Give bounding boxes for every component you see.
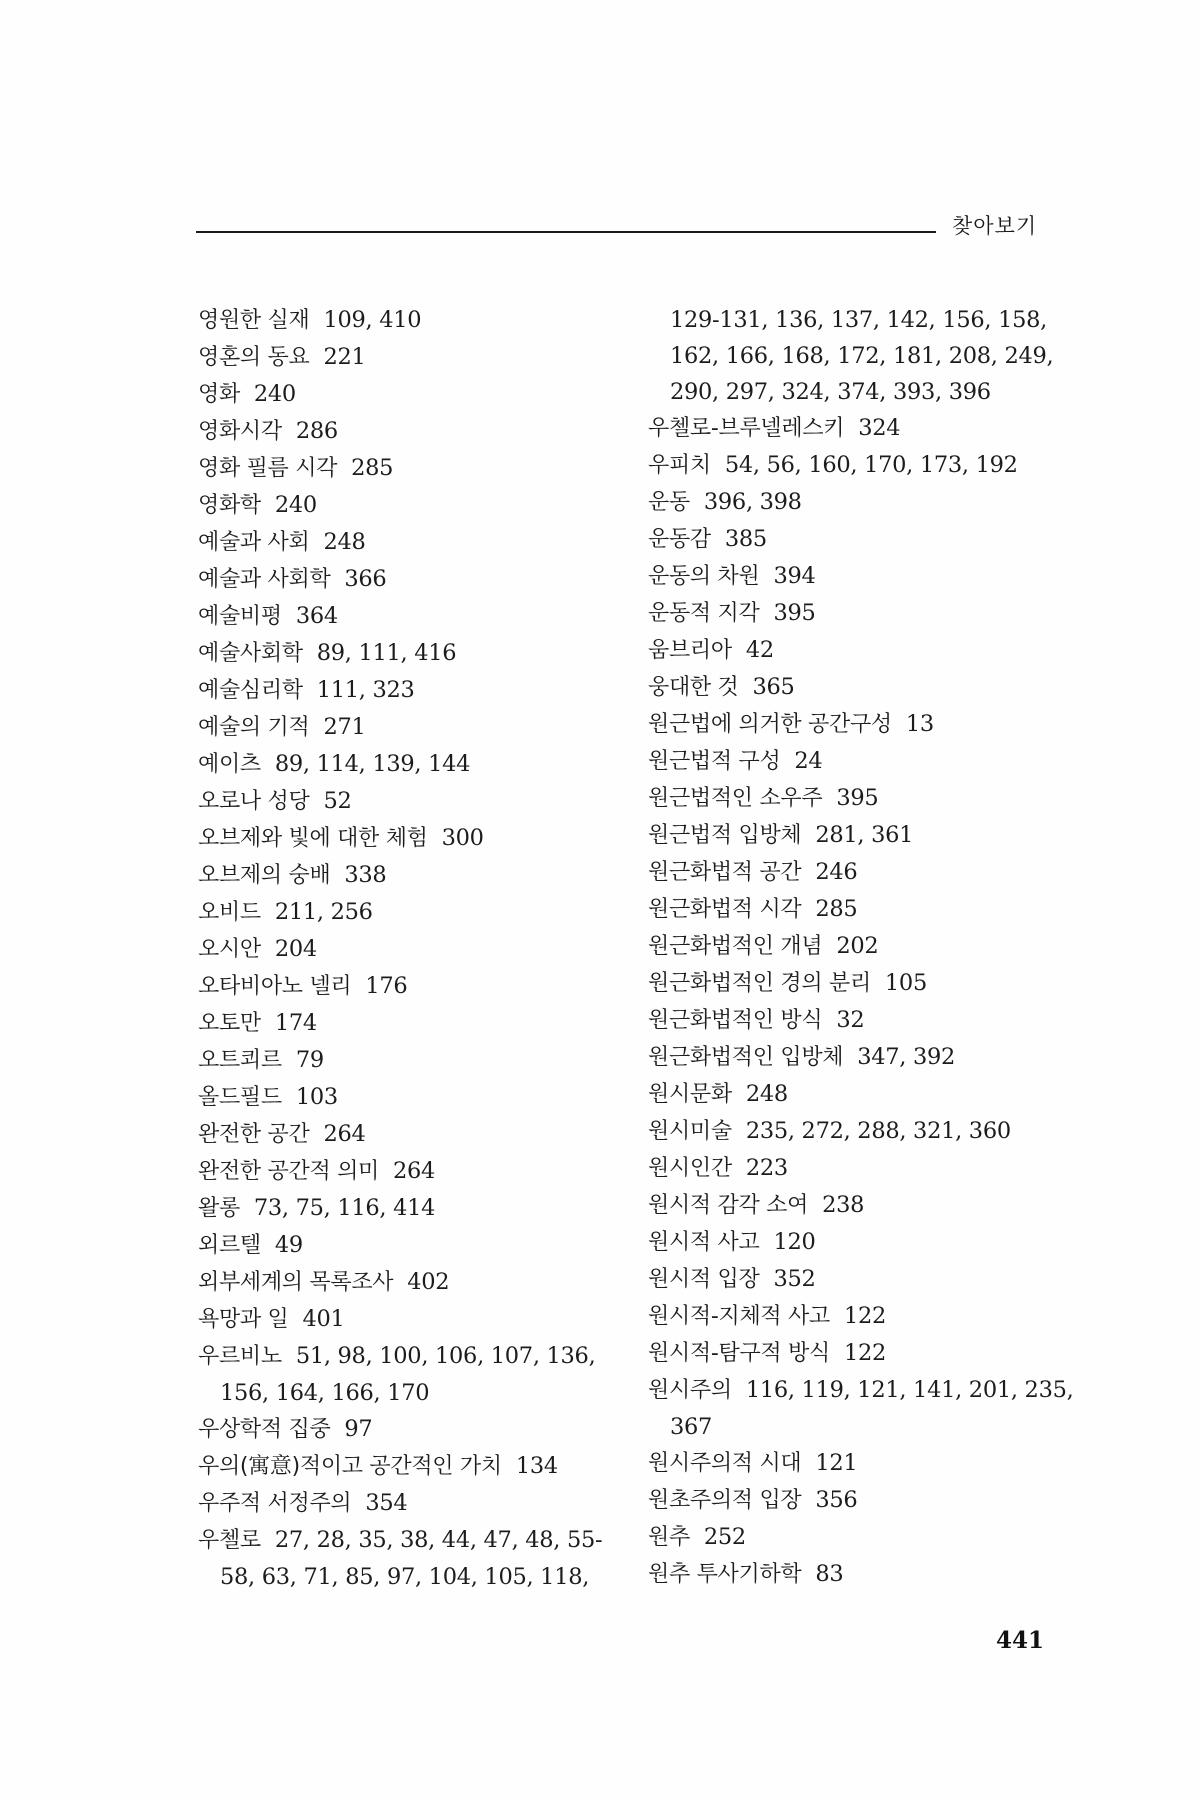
index-page-refs: 202 [836, 933, 879, 959]
index-term: 완전한 공간 [198, 1122, 310, 1147]
index-entry [198, 339, 618, 376]
index-page-refs: 385 [724, 526, 767, 552]
index-term: 운동감 [648, 527, 711, 552]
index-term: 우르비노 [198, 1344, 282, 1369]
index-page-refs: 89, 114, 139, 144 [274, 751, 471, 777]
index-page-refs: 300 [441, 825, 484, 851]
index-column-right [648, 302, 1074, 1593]
index-entry [648, 1076, 1068, 1113]
index-term: 영원한 실재 [198, 308, 310, 333]
index-page-refs: 366 [344, 566, 387, 592]
page-number: 441 [996, 1627, 1045, 1654]
index-term: 원시적-탐구적 방식 [648, 1341, 830, 1366]
index-entry [198, 1264, 618, 1301]
index-entry [198, 1079, 618, 1116]
index-entry [198, 783, 618, 820]
index-entry [198, 561, 618, 598]
index-term: 욕망과 일 [198, 1307, 289, 1332]
index-entry [198, 1411, 618, 1448]
index-entry [648, 965, 1068, 1002]
index-entry-continuation: 290, 297, 324, 374, 393, 396 [670, 379, 991, 405]
index-page-refs: 122 [843, 1340, 886, 1366]
index-entry [648, 447, 1068, 484]
index-page-refs: 42 [745, 637, 774, 663]
index-term: 예술과 사회학 [198, 567, 331, 592]
index-page-refs: 271 [323, 714, 366, 740]
header-rule [196, 231, 936, 233]
index-entry [198, 1116, 618, 1153]
index-term: 원근법적 구성 [648, 749, 781, 774]
index-entry [648, 410, 1068, 447]
index-term: 원시적 사고 [648, 1230, 760, 1255]
index-term: 오시안 [198, 937, 261, 962]
index-entry [198, 1190, 618, 1227]
index-entry [648, 595, 1068, 632]
index-term: 영화 [198, 382, 240, 407]
index-page-refs: 27, 28, 35, 38, 44, 47, 48, 55- [274, 1527, 603, 1553]
index-entry [198, 1485, 618, 1522]
index-entry [648, 817, 1068, 854]
index-term: 오토만 [198, 1011, 261, 1036]
index-page-refs: 122 [843, 1303, 886, 1329]
index-entry [648, 1113, 1068, 1150]
index-page-refs: 111, 323 [316, 677, 415, 703]
index-page-refs: 211, 256 [274, 899, 373, 925]
index-entry [648, 1187, 1068, 1224]
index-term: 원근법적 입방체 [648, 823, 802, 848]
running-header: 찾아보기 [952, 214, 1038, 238]
index-term: 예술의 기적 [198, 715, 310, 740]
index-entry [648, 1445, 1068, 1482]
index-page-refs: 281, 361 [815, 822, 914, 848]
index-entry [198, 1448, 618, 1485]
index-term: 운동적 지각 [648, 601, 760, 626]
index-entry [198, 746, 618, 783]
index-page-refs: 49 [274, 1232, 303, 1258]
index-entry [648, 1335, 1068, 1372]
index-term: 우상학적 집중 [198, 1417, 331, 1442]
index-page-refs: 221 [323, 344, 366, 370]
index-entry [198, 302, 618, 339]
index-term: 운동의 차원 [648, 564, 760, 589]
index-entry [648, 484, 1068, 521]
index-entry [198, 413, 618, 450]
index-page-refs: 120 [773, 1229, 816, 1255]
index-page-refs: 402 [407, 1269, 450, 1295]
index-entry [648, 706, 1068, 743]
index-entry [198, 1227, 618, 1264]
index-entry [198, 487, 618, 524]
index-page-refs: 394 [773, 563, 816, 589]
index-entry [198, 1338, 618, 1375]
index-term: 운동 [648, 490, 690, 515]
index-entry-continuation: 129-131, 136, 137, 142, 156, 158, [670, 307, 1047, 333]
index-page-refs: 79 [295, 1047, 324, 1073]
index-page-refs: 89, 111, 416 [316, 640, 457, 666]
index-page-refs: 248 [745, 1081, 788, 1107]
index-entry [198, 672, 618, 709]
index-entry [648, 1150, 1068, 1187]
index-column-left [198, 302, 618, 1595]
index-term: 원시인간 [648, 1156, 732, 1181]
index-entry [648, 1039, 1068, 1076]
index-term: 영화 필름 시각 [198, 456, 338, 481]
index-term: 원추 [648, 1525, 690, 1550]
index-entry [648, 521, 1068, 558]
index-term: 오브제의 숭배 [198, 863, 331, 888]
index-entry [198, 376, 618, 413]
index-entry [198, 894, 618, 931]
index-entry [198, 450, 618, 487]
index-term: 원근화법적 시각 [648, 897, 802, 922]
index-term: 원근화법적인 입방체 [648, 1045, 844, 1070]
index-term: 원초주의적 입장 [648, 1488, 802, 1513]
index-page-refs: 176 [365, 973, 408, 999]
index-page-refs: 52 [323, 788, 352, 814]
index-page-refs: 324 [858, 415, 901, 441]
index-term: 외부세계의 목록조사 [198, 1270, 394, 1295]
index-entry [648, 854, 1068, 891]
index-page-refs: 13 [905, 711, 934, 737]
index-entry [648, 1298, 1068, 1335]
index-entry [198, 598, 618, 635]
index-page-refs: 264 [323, 1121, 366, 1147]
index-page-refs: 338 [344, 862, 387, 888]
index-page-refs: 238 [822, 1192, 865, 1218]
index-term: 영혼의 동요 [198, 345, 310, 370]
index-entry [198, 857, 618, 894]
index-term: 원근화법적 공간 [648, 860, 802, 885]
index-entry [648, 1556, 1068, 1593]
index-term: 예술비평 [198, 604, 282, 629]
index-entry-continuation: 367 [670, 1414, 713, 1440]
index-page-refs: 54, 56, 160, 170, 173, 192 [724, 452, 1018, 478]
index-entry [648, 743, 1068, 780]
index-page-refs: 364 [295, 603, 338, 629]
index-term: 원시적 입장 [648, 1267, 760, 1292]
index-entry [648, 1224, 1068, 1261]
index-page-refs: 395 [836, 785, 879, 811]
index-page-refs: 174 [274, 1010, 317, 1036]
index-page-refs: 105 [884, 970, 927, 996]
index-term: 예술사회학 [198, 641, 303, 666]
index-page-refs: 24 [794, 748, 823, 774]
index-page-refs: 285 [351, 455, 394, 481]
index-term: 영화학 [198, 493, 261, 518]
index-page-refs: 248 [323, 529, 366, 555]
index-page-refs: 240 [253, 381, 296, 407]
index-entry [198, 635, 618, 672]
index-entry [648, 1002, 1068, 1039]
index-term: 원시적-지체적 사고 [648, 1304, 830, 1329]
index-entry-continuation: 162, 166, 168, 172, 181, 208, 249, [670, 343, 1054, 369]
index-term: 영화시각 [198, 419, 282, 444]
index-term: 예술과 사회 [198, 530, 310, 555]
index-term: 원근화법적인 경의 분리 [648, 971, 871, 996]
index-page-refs: 103 [295, 1084, 338, 1110]
index-page-refs: 264 [393, 1158, 436, 1184]
index-entry [648, 891, 1068, 928]
index-page-refs: 83 [815, 1561, 844, 1587]
index-term: 우주적 서정주의 [198, 1491, 352, 1516]
index-term: 외르텔 [198, 1233, 261, 1258]
index-entry [198, 1153, 618, 1190]
index-entry [198, 709, 618, 746]
index-entry [648, 1261, 1068, 1298]
index-term: 원추 투사기하학 [648, 1562, 802, 1587]
index-page-refs: 121 [815, 1450, 858, 1476]
index-page-refs: 352 [773, 1266, 816, 1292]
index-term: 우피치 [648, 453, 711, 478]
index-term: 원근법적인 소우주 [648, 786, 823, 811]
index-term: 움브리아 [648, 638, 732, 663]
index-entry [198, 1005, 618, 1042]
index-page-refs: 286 [295, 418, 338, 444]
index-entry-continuation: 156, 164, 166, 170 [220, 1380, 430, 1406]
index-page-refs: 246 [815, 859, 858, 885]
index-term: 오타비아노 넬리 [198, 974, 352, 999]
index-page-refs: 73, 75, 116, 414 [253, 1195, 436, 1221]
index-term: 오비드 [198, 900, 261, 925]
index-entry [198, 1301, 618, 1338]
index-term: 원시문화 [648, 1082, 732, 1107]
index-entry [198, 820, 618, 857]
index-entry [198, 1522, 618, 1559]
index-term: 원시주의 [648, 1378, 732, 1403]
index-entry [648, 1372, 1074, 1409]
index-page-refs: 109, 410 [323, 307, 422, 333]
index-term: 예이츠 [198, 752, 261, 777]
index-entry [198, 524, 618, 561]
index-entry [198, 968, 618, 1005]
index-page-refs: 51, 98, 100, 106, 107, 136, [295, 1343, 596, 1369]
index-entry-continuation: 58, 63, 71, 85, 97, 104, 105, 118, [220, 1564, 590, 1590]
index-term: 우첼로-브루넬레스키 [648, 416, 845, 441]
index-page-refs: 116, 119, 121, 141, 201, 235, [745, 1377, 1074, 1403]
index-term: 원근화법적인 개념 [648, 934, 823, 959]
index-page-refs: 396, 398 [703, 489, 802, 515]
index-term: 웅대한 것 [648, 675, 739, 700]
index-term: 원근화법적인 방식 [648, 1008, 823, 1033]
index-page-refs: 240 [274, 492, 317, 518]
index-page-refs: 347, 392 [857, 1044, 956, 1070]
index-term: 올드필드 [198, 1085, 282, 1110]
index-page-refs: 395 [773, 600, 816, 626]
index-entry [648, 558, 1068, 595]
index-entry [648, 669, 1068, 706]
index-entry [648, 632, 1068, 669]
index-term: 원시주의적 시대 [648, 1451, 802, 1476]
index-term: 우의(寓意)적이고 공간적인 가치 [198, 1454, 502, 1479]
index-page-refs: 134 [515, 1453, 558, 1479]
index-term: 오트쾨르 [198, 1048, 282, 1073]
index-page-refs: 356 [815, 1487, 858, 1513]
index-entry [648, 1482, 1068, 1519]
index-page-refs: 97 [344, 1416, 373, 1442]
index-entry [198, 1042, 618, 1079]
index-page-refs: 285 [815, 896, 858, 922]
index-term: 오로나 성당 [198, 789, 310, 814]
index-term: 우첼로 [198, 1528, 261, 1553]
index-term: 원시미술 [648, 1119, 732, 1144]
index-term: 원근법에 의거한 공간구성 [648, 712, 892, 737]
index-term: 원시적 감각 소여 [648, 1193, 809, 1218]
index-term: 오브제와 빛에 대한 체험 [198, 826, 428, 851]
index-page-refs: 354 [365, 1490, 408, 1516]
index-page-refs: 235, 272, 288, 321, 360 [745, 1118, 1011, 1144]
index-term: 완전한 공간적 의미 [198, 1159, 380, 1184]
index-page-refs: 401 [302, 1306, 345, 1332]
index-page-refs: 204 [274, 936, 317, 962]
index-entry [198, 931, 618, 968]
index-page-refs: 365 [752, 674, 795, 700]
index-page-refs: 32 [836, 1007, 865, 1033]
index-entry [648, 780, 1068, 817]
index-page-refs: 223 [745, 1155, 788, 1181]
index-term: 예술심리학 [198, 678, 303, 703]
index-term: 왈롱 [198, 1196, 240, 1221]
index-entry [648, 928, 1068, 965]
index-page-refs: 252 [703, 1524, 746, 1550]
index-entry [648, 1519, 1068, 1556]
